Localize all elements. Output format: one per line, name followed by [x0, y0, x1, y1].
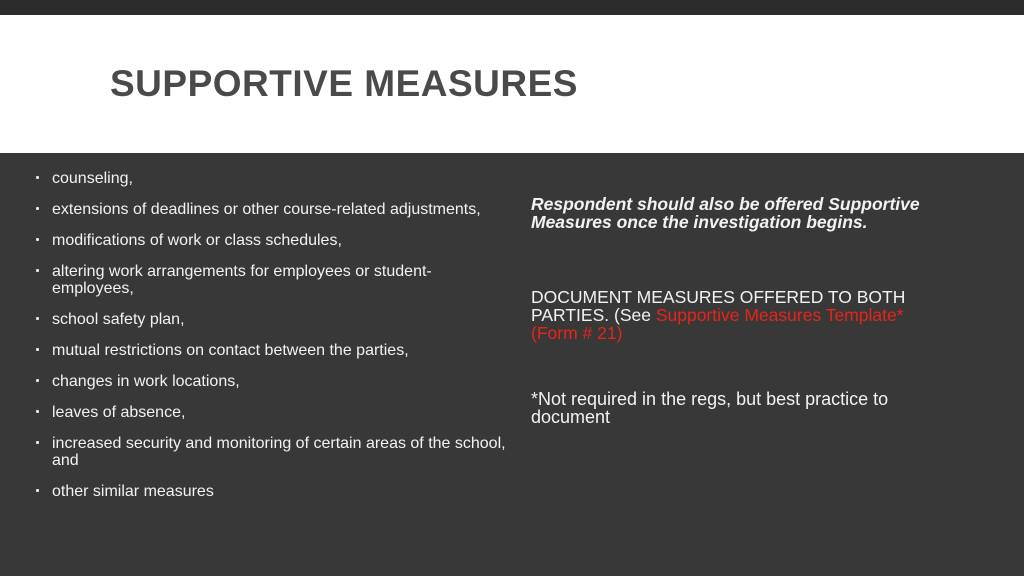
list-item	[36, 342, 506, 359]
list-item-text: leaves of absence,	[52, 404, 186, 421]
list-item	[36, 170, 506, 187]
list-item-text: modifications of work or class schedules,	[52, 232, 342, 249]
footnote: *Not required in the regs, but best practice to document	[531, 389, 889, 427]
list-item-text: altering work arrangements for employees or student-employees,	[52, 263, 432, 297]
list-item-text: school safety plan,	[52, 311, 185, 328]
list-item	[36, 232, 506, 249]
bullet-icon	[36, 379, 39, 382]
document-measures-text: DOCUMENT MEASURES OFFERED TO BOTH PARTIES. (See	[531, 287, 906, 325]
list-item-text: mutual restrictions on contact between the parties,	[52, 342, 409, 359]
bullet-icon	[36, 489, 39, 492]
list-item	[36, 201, 506, 218]
bullet-icon	[36, 410, 39, 413]
bullet-icon	[36, 238, 39, 241]
slide-title: SUPPORTIVE MEASURES	[110, 63, 578, 104]
bullet-icon	[36, 348, 39, 351]
list-item-text: increased security and monitoring of certain areas of the school, and	[52, 435, 506, 469]
top-strip	[0, 0, 1024, 15]
list-item-text: counseling,	[52, 170, 133, 187]
list-item	[36, 404, 506, 421]
list-item	[36, 311, 506, 328]
bullet-icon	[36, 317, 39, 320]
title-band	[0, 15, 1024, 153]
bullet-icon	[36, 441, 39, 444]
list-item	[36, 373, 506, 390]
list-item	[36, 483, 506, 500]
list-item-text: changes in work locations,	[52, 373, 240, 390]
bullet-icon	[36, 269, 39, 272]
bullet-icon	[36, 207, 39, 210]
respondent-note: Respondent should also be offered Supportive Measures once the investigation begins.	[531, 194, 920, 232]
bullet-icon	[36, 176, 39, 179]
document-measures-note	[531, 288, 931, 342]
supportive-measures-list	[36, 170, 506, 514]
list-item	[36, 263, 506, 297]
list-item-text: extensions of deadlines or other course-related adjustments,	[52, 201, 481, 218]
list-item	[36, 435, 506, 469]
list-item-text: other similar measures	[52, 483, 214, 500]
supportive-measures-template-link[interactable]: Supportive Measures Template* (Form # 21)	[531, 305, 904, 343]
